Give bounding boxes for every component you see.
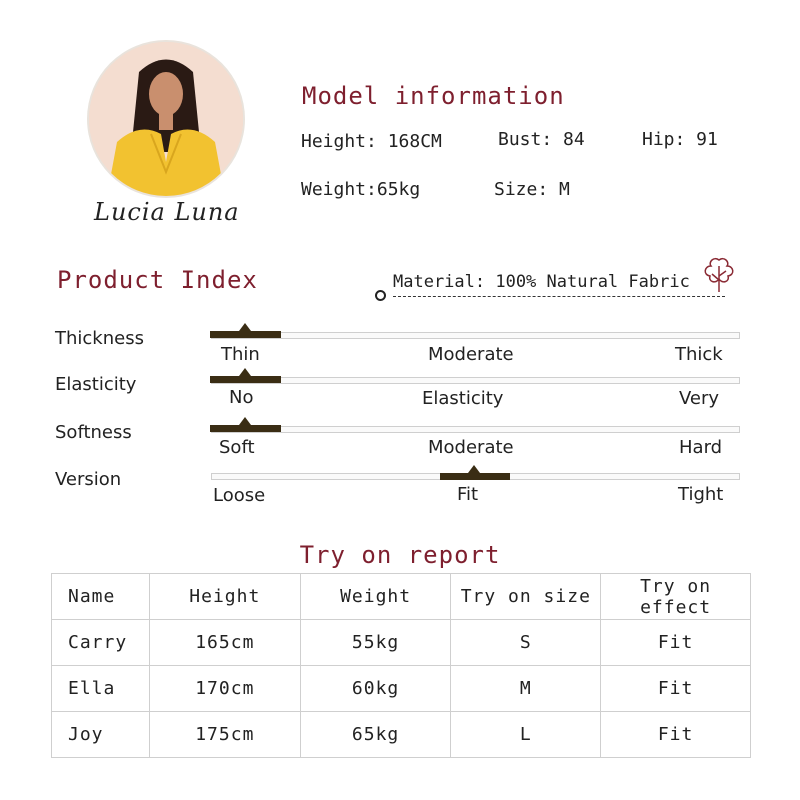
table-cell: Ella bbox=[52, 666, 150, 712]
index-track-elasticity bbox=[211, 377, 740, 384]
model-avatar bbox=[89, 42, 243, 196]
index-marker-version bbox=[440, 473, 510, 480]
table-header-row bbox=[52, 574, 751, 620]
table-cell: Joy bbox=[52, 712, 150, 758]
table-cell: 55kg bbox=[300, 620, 451, 666]
index-label-elasticity: Elasticity bbox=[55, 374, 137, 395]
pointer-icon bbox=[239, 368, 251, 376]
material-underline bbox=[393, 296, 725, 297]
model-info-heading: Model information bbox=[302, 82, 565, 110]
table-row bbox=[52, 620, 751, 666]
scale-mid: Fit bbox=[457, 484, 479, 505]
index-marker-softness bbox=[210, 425, 281, 432]
model-size: Size: M bbox=[494, 179, 570, 200]
product-index-heading: Product Index bbox=[57, 266, 258, 294]
try-on-heading: Try on report bbox=[299, 541, 501, 569]
scale-left: Thin bbox=[221, 344, 260, 365]
scale-left: No bbox=[229, 387, 254, 408]
model-bust: Bust: 84 bbox=[498, 129, 585, 150]
index-track-thickness bbox=[211, 332, 740, 339]
column-header: Height bbox=[149, 574, 300, 620]
scale-mid: Moderate bbox=[428, 344, 514, 365]
table-cell: 65kg bbox=[300, 712, 451, 758]
table-cell: Carry bbox=[52, 620, 150, 666]
table-cell: Fit bbox=[601, 666, 751, 712]
table-cell: M bbox=[451, 666, 601, 712]
bullet-icon bbox=[375, 290, 386, 301]
index-label-thickness: Thickness bbox=[55, 328, 144, 349]
model-name: Lucia Luna bbox=[94, 198, 240, 226]
table-cell: 170cm bbox=[149, 666, 300, 712]
table-row bbox=[52, 712, 751, 758]
index-label-softness: Softness bbox=[55, 422, 132, 443]
model-hip: Hip: 91 bbox=[642, 129, 718, 150]
index-marker-elasticity bbox=[210, 376, 281, 383]
model-photo bbox=[89, 42, 243, 196]
table-cell: 60kg bbox=[300, 666, 451, 712]
pointer-icon bbox=[239, 417, 251, 425]
material-text: Material: 100% Natural Fabric bbox=[393, 272, 690, 292]
scale-mid: Elasticity bbox=[422, 388, 504, 409]
table-cell: 165cm bbox=[149, 620, 300, 666]
index-marker-thickness bbox=[210, 331, 281, 338]
column-header: Name bbox=[52, 574, 150, 620]
scale-right: Thick bbox=[675, 344, 723, 365]
column-header: Weight bbox=[300, 574, 451, 620]
table-cell: Fit bbox=[601, 712, 751, 758]
cotton-icon bbox=[700, 256, 738, 298]
table-cell: L bbox=[451, 712, 601, 758]
table-cell: S bbox=[451, 620, 601, 666]
scale-left: Soft bbox=[219, 437, 255, 458]
model-weight: Weight:65kg bbox=[301, 179, 421, 200]
column-header: Try on size bbox=[451, 574, 601, 620]
pointer-icon bbox=[239, 323, 251, 331]
pointer-icon bbox=[468, 465, 480, 473]
scale-right: Hard bbox=[679, 437, 723, 458]
try-on-table bbox=[51, 573, 751, 758]
scale-right: Very bbox=[679, 388, 720, 409]
table-row bbox=[52, 666, 751, 712]
scale-right: Tight bbox=[678, 484, 724, 505]
scale-left: Loose bbox=[213, 485, 266, 506]
table-cell: Fit bbox=[601, 620, 751, 666]
index-label-version: Version bbox=[55, 469, 122, 490]
table-cell: 175cm bbox=[149, 712, 300, 758]
model-height: Height: 168CM bbox=[301, 131, 442, 152]
index-track-softness bbox=[211, 426, 740, 433]
column-header: Try on effect bbox=[601, 574, 751, 620]
scale-mid: Moderate bbox=[428, 437, 514, 458]
